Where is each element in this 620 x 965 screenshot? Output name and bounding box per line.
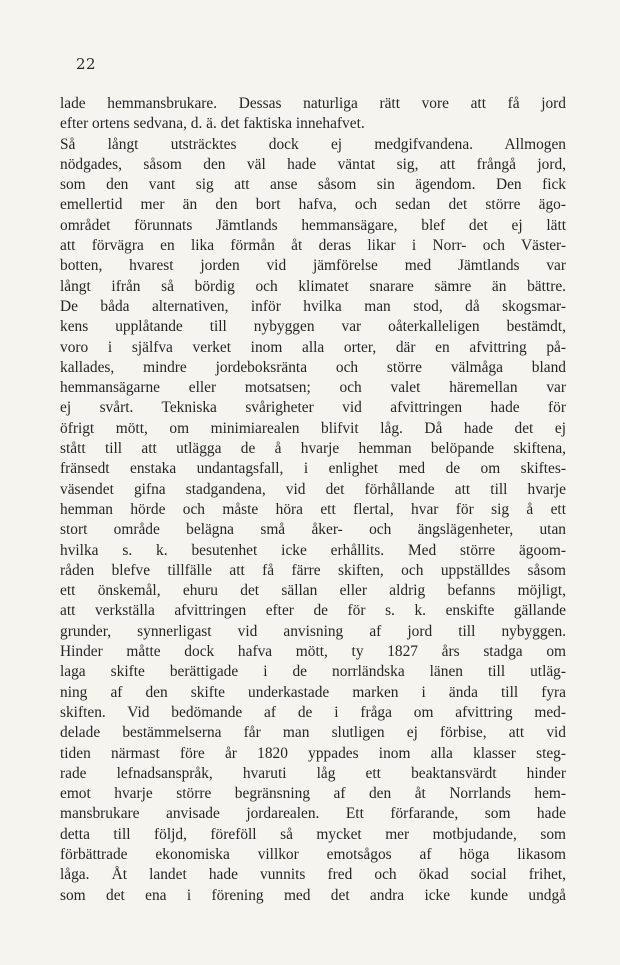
text-line: botten, hvarest jorden vid jämförelse med Jämtlands var [60, 257, 566, 275]
text-line: stort område belägna små åker- och ängslägenheter, utan [60, 521, 566, 539]
text-line: väsendet gifna stadgandena, vid det förhållande att till hvarje [60, 480, 566, 498]
text-line: ning af den skifte underkastade marken i ända till fyra [60, 683, 566, 701]
text-line: efter ortens sedvana, d. ä. det faktiska innehafvet. [60, 115, 365, 133]
text-line: stått till att utlägga de å hvarje hemman belöpande skiftena, [60, 440, 566, 458]
text-line: hemman hörde och måste höra ett flertal, hvar för sig å ett [60, 500, 566, 518]
text-line: skiften. Vid bedömande af de i fråga om afvittring med- [60, 703, 566, 721]
text-line: delade bestämmelserna får man slutligen ej förbise, att vid [60, 724, 566, 742]
text-line: kens upplåtande till nybyggen var oåterkalleligen bestämdt, [60, 318, 566, 336]
text-line: ej svårt. Tekniska svårigheter vid afvittringen hade för [60, 399, 566, 417]
text-line: laga skifte berättigade i de norrländska länen till utläg- [60, 663, 566, 681]
text-line: ett önskemål, ehuru det sällan eller aldrig befanns möjligt, [60, 582, 566, 600]
text-line: mansbrukare anvisade jordarealen. Ett förfarande, som hade [60, 805, 566, 823]
text-line: De båda alternativen, inför hvilka man stod, då skogsmar- [60, 297, 566, 315]
text-line: Så långt utsträcktes dock ej medgifvandena. Allmogen [60, 135, 566, 153]
text-line: tiden närmast före år 1820 yppades inom alla klasser steg- [60, 744, 566, 762]
body-text [60, 94, 566, 906]
text-line: förbättrade ekonomiska villkor emotsågos af höga likasom [60, 845, 566, 863]
text-line: fränsedt enstaka undantagsfall, i enlighet med de om skiftes- [60, 460, 566, 478]
text-line: lade hemmansbrukare. Dessas naturliga rätt vore att få jord [60, 95, 566, 112]
text-line: öfrigt mött, om minimiarealen blifvit låg. Då hade det ej [60, 419, 566, 437]
text-line: hemmansägarne eller motsatsen; och valet häremellan var [60, 379, 566, 397]
text-line: Hinder måtte dock hafva mött, ty 1827 års stadga om [60, 643, 566, 661]
text-line: voro i själfva verket inom alla orter, där en afvittring på- [60, 338, 566, 356]
text-line: emellertid mer än den bort hafva, och sedan det större ägo- [60, 196, 566, 214]
text-line: att förvägra en lika förmån åt deras likar i Norr- och Väster- [60, 237, 566, 255]
text-line: emot hvarje större begränsning af den åt Norrlands hem- [60, 785, 566, 803]
text-line: låga. Åt landet hade vunnits fred och ökad social frihet, [60, 866, 566, 884]
text-line: långt ifrån så bördig och klimatet snarare sämre än bättre. [60, 277, 566, 295]
text-line: rade lefnadsanspråk, hvaruti låg ett beaktansvärdt hinder [60, 764, 566, 782]
text-line: detta till följd, föreföll så mycket mer motbjudande, som [60, 825, 566, 843]
text-line: som den vant sig att anse såsom sin ägendom. Den fick [60, 176, 566, 194]
text-line: området förunnats Jämtlands hemmansägare, blef det ej lätt [60, 216, 566, 234]
text-line: att verkställa afvittringen efter de för s. k. enskifte gällande [60, 602, 566, 620]
text-line: som det ena i förening med det andra icke kunde undgå [60, 886, 566, 904]
text-line: råden blefve tillfälle att få färre skiften, och uppställdes såsom [60, 561, 566, 579]
text-line: kallades, mindre jordeboksränta och större välmåga bland [60, 358, 566, 376]
text-line: hvilka s. k. besutenhet icke erhållits. Med större ägoom- [60, 541, 566, 559]
page-number: 22 [76, 55, 97, 73]
text-line: grunder, synnerligast vid anvisning af jord till nybyggen. [60, 622, 566, 640]
text-line: nödgades, såsom den väl hade väntat sig, att frångå jord, [60, 155, 566, 173]
